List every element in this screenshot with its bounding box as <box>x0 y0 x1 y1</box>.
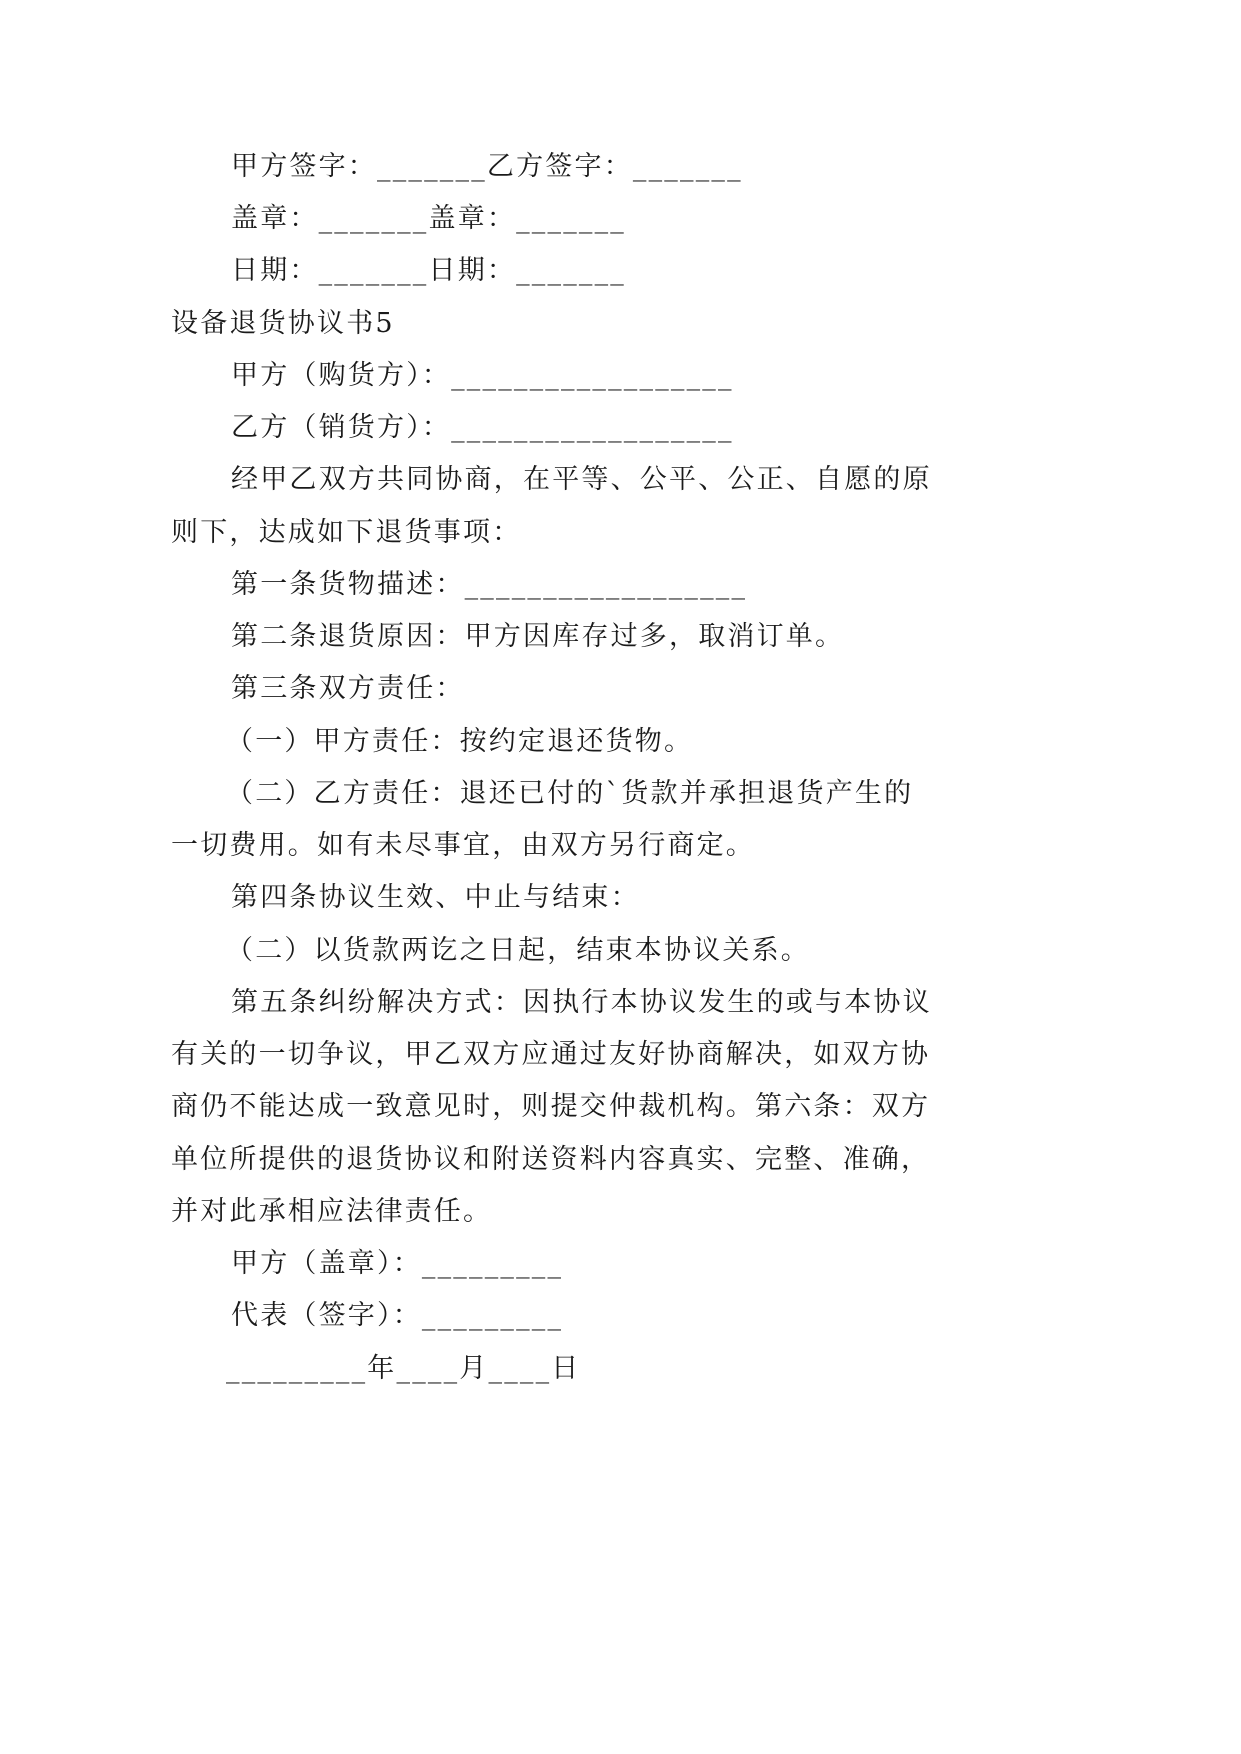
article-3: 第三条双方责任： <box>231 673 465 704</box>
article-5-line4: 单位所提供的退货协议和附送资料内容真实、完整、准确， <box>171 1144 931 1175</box>
date-line: 日期：_______日期：_______ <box>231 255 626 286</box>
article-5-line5: 并对此承相应法律责任。 <box>171 1196 493 1227</box>
document-title: 设备退货协议书5 <box>171 308 395 339</box>
article-3-item-2-line2: 一切费用。如有未尽事宜，由双方另行商定。 <box>171 830 755 861</box>
article-4-item-2: （二）以货款两讫之日起，结束本协议关系。 <box>226 935 810 966</box>
article-1: 第一条货物描述：__________________ <box>231 569 748 600</box>
article-5-line2: 有关的一切争议，甲乙双方应通过友好协商解决，如双方协 <box>171 1039 931 1070</box>
representative-sign-line: 代表（签字）：_________ <box>231 1300 564 1331</box>
party-a-line: 甲方（购货方）：__________________ <box>231 360 734 391</box>
article-5-line3: 商仍不能达成一致意见时，则提交仲裁机构。第六条：双方 <box>171 1091 931 1122</box>
article-4: 第四条协议生效、中止与结束： <box>231 882 640 913</box>
intro-paragraph-line2: 则下，达成如下退货事项： <box>171 517 522 548</box>
party-b-line: 乙方（销货方）：__________________ <box>231 412 734 443</box>
article-5-line1: 第五条纠纷解决方式：因执行本协议发生的或与本协议 <box>231 987 932 1018</box>
intro-paragraph-line1: 经甲乙双方共同协商，在平等、公平、公正、自愿的原 <box>231 464 932 495</box>
signature-line: 甲方签字：_______乙方签字：_______ <box>231 151 743 182</box>
signature-date-line: _________年____月____日 <box>226 1353 581 1384</box>
article-2: 第二条退货原因：甲方因库存过多，取消订单。 <box>231 621 845 652</box>
article-3-item-2-line1: （二）乙方责任：退还已付的`货款并承担退货产生的 <box>226 778 914 809</box>
article-3-item-1: （一）甲方责任：按约定退还货物。 <box>226 726 694 757</box>
party-a-seal-line: 甲方（盖章）：_________ <box>231 1248 564 1279</box>
seal-line: 盖章：_______盖章：_______ <box>231 203 626 234</box>
